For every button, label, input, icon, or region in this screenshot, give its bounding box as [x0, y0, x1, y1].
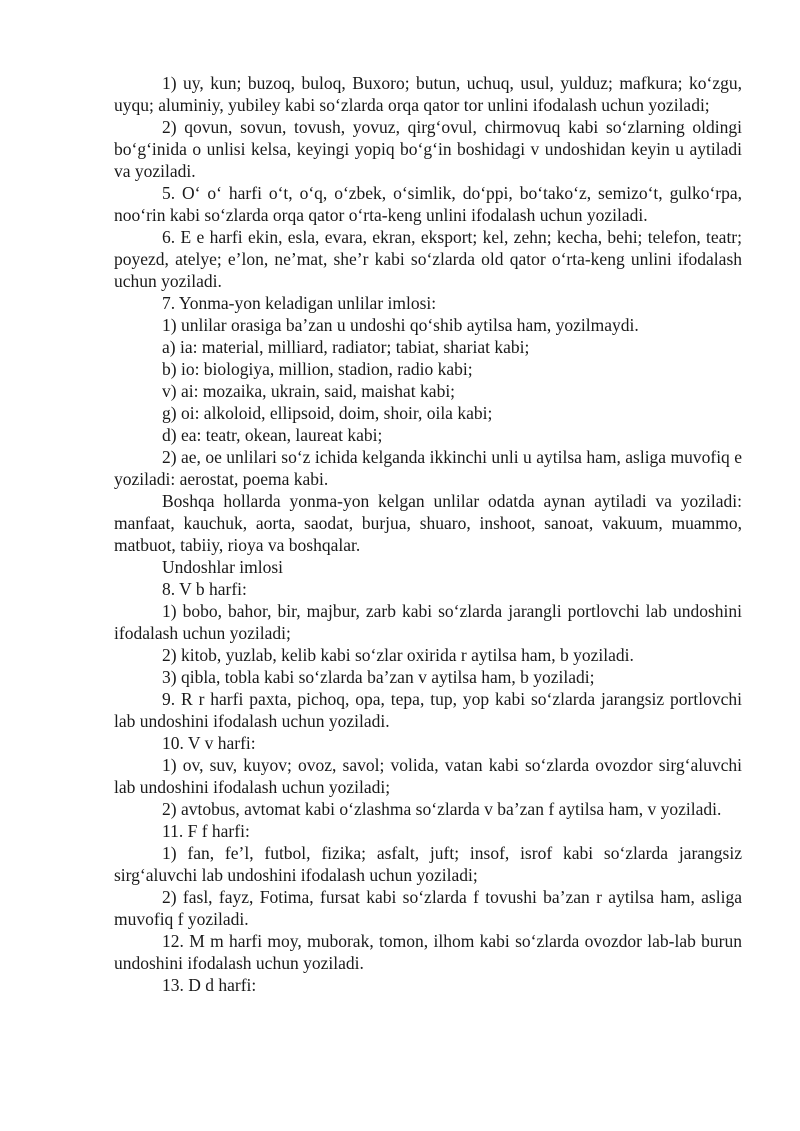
paragraph-rule-8-1: 1) bobo, bahor, bir, majbur, zarb kabi so‘zlarda jarangli portlovchi lab undoshini ifodalash uchun yoziladi; [114, 601, 742, 643]
paragraph-rule-10: 10. V v harfi: [162, 733, 256, 753]
paragraph-rule-6: 6. E e harfi ekin, esla, evara, ekran, eksport; kel, zehn; kecha, behi; telefon, teatr; poyezd, atelye; e’lon, ne’mat, she’r kabi so‘zlarda old qator o‘rta-keng unlini ifodalash uchun yoziladi. [114, 227, 742, 291]
paragraph-rule-7-v: v) ai: mozaika, ukrain, said, maishat kabi; [162, 381, 456, 401]
paragraph-rule-5: 5. O‘ o‘ harfi o‘t, o‘q, o‘zbek, o‘simlik, do‘ppi, bo‘tako‘z, semizo‘t, gulko‘rpa, noo‘rin kabi so‘zlarda orqa qator o‘rta-keng unlini ifodalash uchun yoziladi. [114, 183, 742, 225]
paragraph-rule-11-1: 1) fan, fe’l, futbol, fizika; asfalt, juft; insof, isrof kabi so‘zlarda jarangsiz sirg‘aluvchi lab undoshini ifodalash uchun yoziladi; [114, 843, 742, 885]
paragraph-u-letter-1: 1) uy, kun; buzoq, buloq, Buxoro; butun, uchuq, usul, yulduz; mafkura; ko‘zgu, uyqu; aluminiy, yubiley kabi so‘zlarda orqa qator tor unlini ifodalash uchun yoziladi; [114, 73, 742, 115]
paragraph-rule-7-2: 2) ae, oe unlilari so‘z ichida kelganda ikkinchi unli u aytilsa ham, asliga muvofiq e yoziladi: aerostat, poema kabi. [114, 447, 742, 489]
paragraph-rule-7-b: b) io: biologiya, million, stadion, radio kabi; [162, 359, 473, 379]
paragraph-rule-7-a: a) ia: material, milliard, radiator; tabiat, shariat kabi; [162, 337, 530, 357]
paragraph-rule-7-g: g) oi: alkoloid, ellipsoid, doim, shoir, oila kabi; [162, 403, 493, 423]
paragraph-rule-7: 7. Yonma-yon keladigan unlilar imlosi: [162, 293, 437, 313]
paragraph-rule-13: 13. D d harfi: [162, 975, 257, 995]
paragraph-rule-12: 12. M m harfi moy, muborak, tomon, ilhom kabi so‘zlarda ovozdor lab-lab burun undoshini ifodalash uchun yoziladi. [114, 931, 742, 973]
paragraph-u-letter-2: 2) qovun, sovun, tovush, yovuz, qirg‘ovul, chirmovuq kabi so‘zlarning oldingi bo‘g‘inida o unlisi kelsa, keyingi yopiq bo‘g‘in boshidagi v undoshidan keyin u aytiladi va yoziladi. [114, 117, 742, 181]
paragraph-other-vowels: Boshqa hollarda yonma-yon kelgan unlilar odatda aynan aytiladi va yoziladi: manfaat, kauchuk, aorta, saodat, burjua, shuaro, inshoot, sanoat, vakuum, muammo, matbuot, tabiiy, rioya va boshqalar. [114, 491, 742, 555]
paragraph-rule-8-2: 2) kitob, yuzlab, kelib kabi so‘zlar oxirida r aytilsa ham, b yoziladi. [162, 645, 634, 665]
paragraph-rule-11: 11. F f harfi: [162, 821, 250, 841]
paragraph-rule-8-3: 3) qibla, tobla kabi so‘zlarda ba’zan v aytilsa ham, b yoziladi; [162, 667, 595, 687]
paragraph-rule-7-d: d) ea: teatr, okean, laureat kabi; [162, 425, 383, 445]
document-page [114, 72, 742, 996]
paragraph-rule-10-1: 1) ov, suv, kuyov; ovoz, savol; volida, vatan kabi so‘zlarda ovozdor sirg‘aluvchi lab undoshini ifodalash uchun yoziladi; [114, 755, 742, 797]
paragraph-rule-9: 9. R r harfi paxta, pichoq, opa, tepa, tup, yop kabi so‘zlarda jarangsiz portlovchi lab undoshini ifodalash uchun yoziladi. [114, 689, 742, 731]
paragraph-rule-8: 8. V b harfi: [162, 579, 247, 599]
paragraph-rule-10-2: 2) avtobus, avtomat kabi o‘zlashma so‘zlarda v ba’zan f aytilsa ham, v yoziladi. [162, 799, 722, 819]
paragraph-rule-7-1: 1) unlilar orasiga ba’zan u undoshi qo‘shib aytilsa ham, yozilmaydi. [162, 315, 639, 335]
section-heading-consonants: Undoshlar imlosi [162, 557, 284, 577]
paragraph-rule-11-2: 2) fasl, fayz, Fotima, fursat kabi so‘zlarda f tovushi ba’zan r aytilsa ham, asliga muvofiq f yoziladi. [114, 887, 742, 929]
